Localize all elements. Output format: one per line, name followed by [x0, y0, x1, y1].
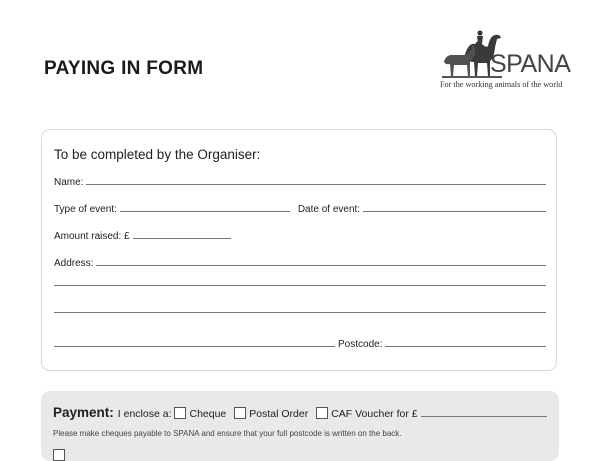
postcode-label: Postcode:	[338, 339, 383, 350]
name-field[interactable]	[86, 184, 546, 185]
payment-row	[53, 405, 547, 420]
address-field-line-1[interactable]	[96, 265, 546, 266]
address-label: Address:	[54, 258, 94, 269]
organiser-details-card	[41, 129, 557, 371]
payment-section	[41, 391, 559, 461]
amount-raised-field[interactable]	[133, 238, 231, 239]
date-of-event-field[interactable]	[363, 211, 546, 212]
type-of-event-label: Type of event:	[54, 204, 117, 215]
cheque-label: Cheque	[189, 408, 227, 420]
spana-logo	[438, 28, 572, 94]
name-label: Name:	[54, 177, 84, 188]
organiser-heading: To be completed by the Organiser:	[54, 147, 261, 162]
name-row	[54, 177, 546, 188]
date-of-event-label: Date of event:	[297, 204, 361, 215]
type-of-event-field[interactable]	[120, 211, 290, 212]
caf-voucher-label: CAF Voucher for £	[331, 408, 418, 420]
address-field-line-3[interactable]	[54, 312, 546, 313]
postcode-row	[54, 339, 546, 350]
caf-voucher-amount-field[interactable]	[421, 416, 547, 417]
address-row	[54, 258, 546, 269]
enclose-label: I enclose a:	[117, 408, 172, 420]
additional-checkbox[interactable]	[53, 449, 65, 461]
address-line-3-row	[54, 312, 546, 316]
address-field-line-2[interactable]	[54, 285, 546, 286]
postcode-field[interactable]	[385, 346, 546, 347]
address-field-line-4[interactable]	[54, 346, 335, 347]
amount-row	[54, 231, 546, 242]
logo-tagline: For the working animals of the world	[440, 80, 563, 89]
payment-note: Please make cheques payable to SPANA and ensure that your full postcode is written on the back.	[53, 429, 402, 438]
postal-order-label: Postal Order	[249, 408, 309, 420]
postal-order-checkbox[interactable]	[234, 407, 246, 419]
cheque-checkbox[interactable]	[174, 407, 186, 419]
event-row	[54, 204, 546, 215]
caf-voucher-checkbox[interactable]	[316, 407, 328, 419]
page-title: PAYING IN FORM	[44, 58, 204, 79]
payment-heading: Payment:	[53, 405, 114, 420]
amount-raised-label: Amount raised: £	[54, 231, 130, 242]
logo-wordmark: SPANA	[490, 50, 571, 78]
address-line-2-row	[54, 285, 546, 289]
